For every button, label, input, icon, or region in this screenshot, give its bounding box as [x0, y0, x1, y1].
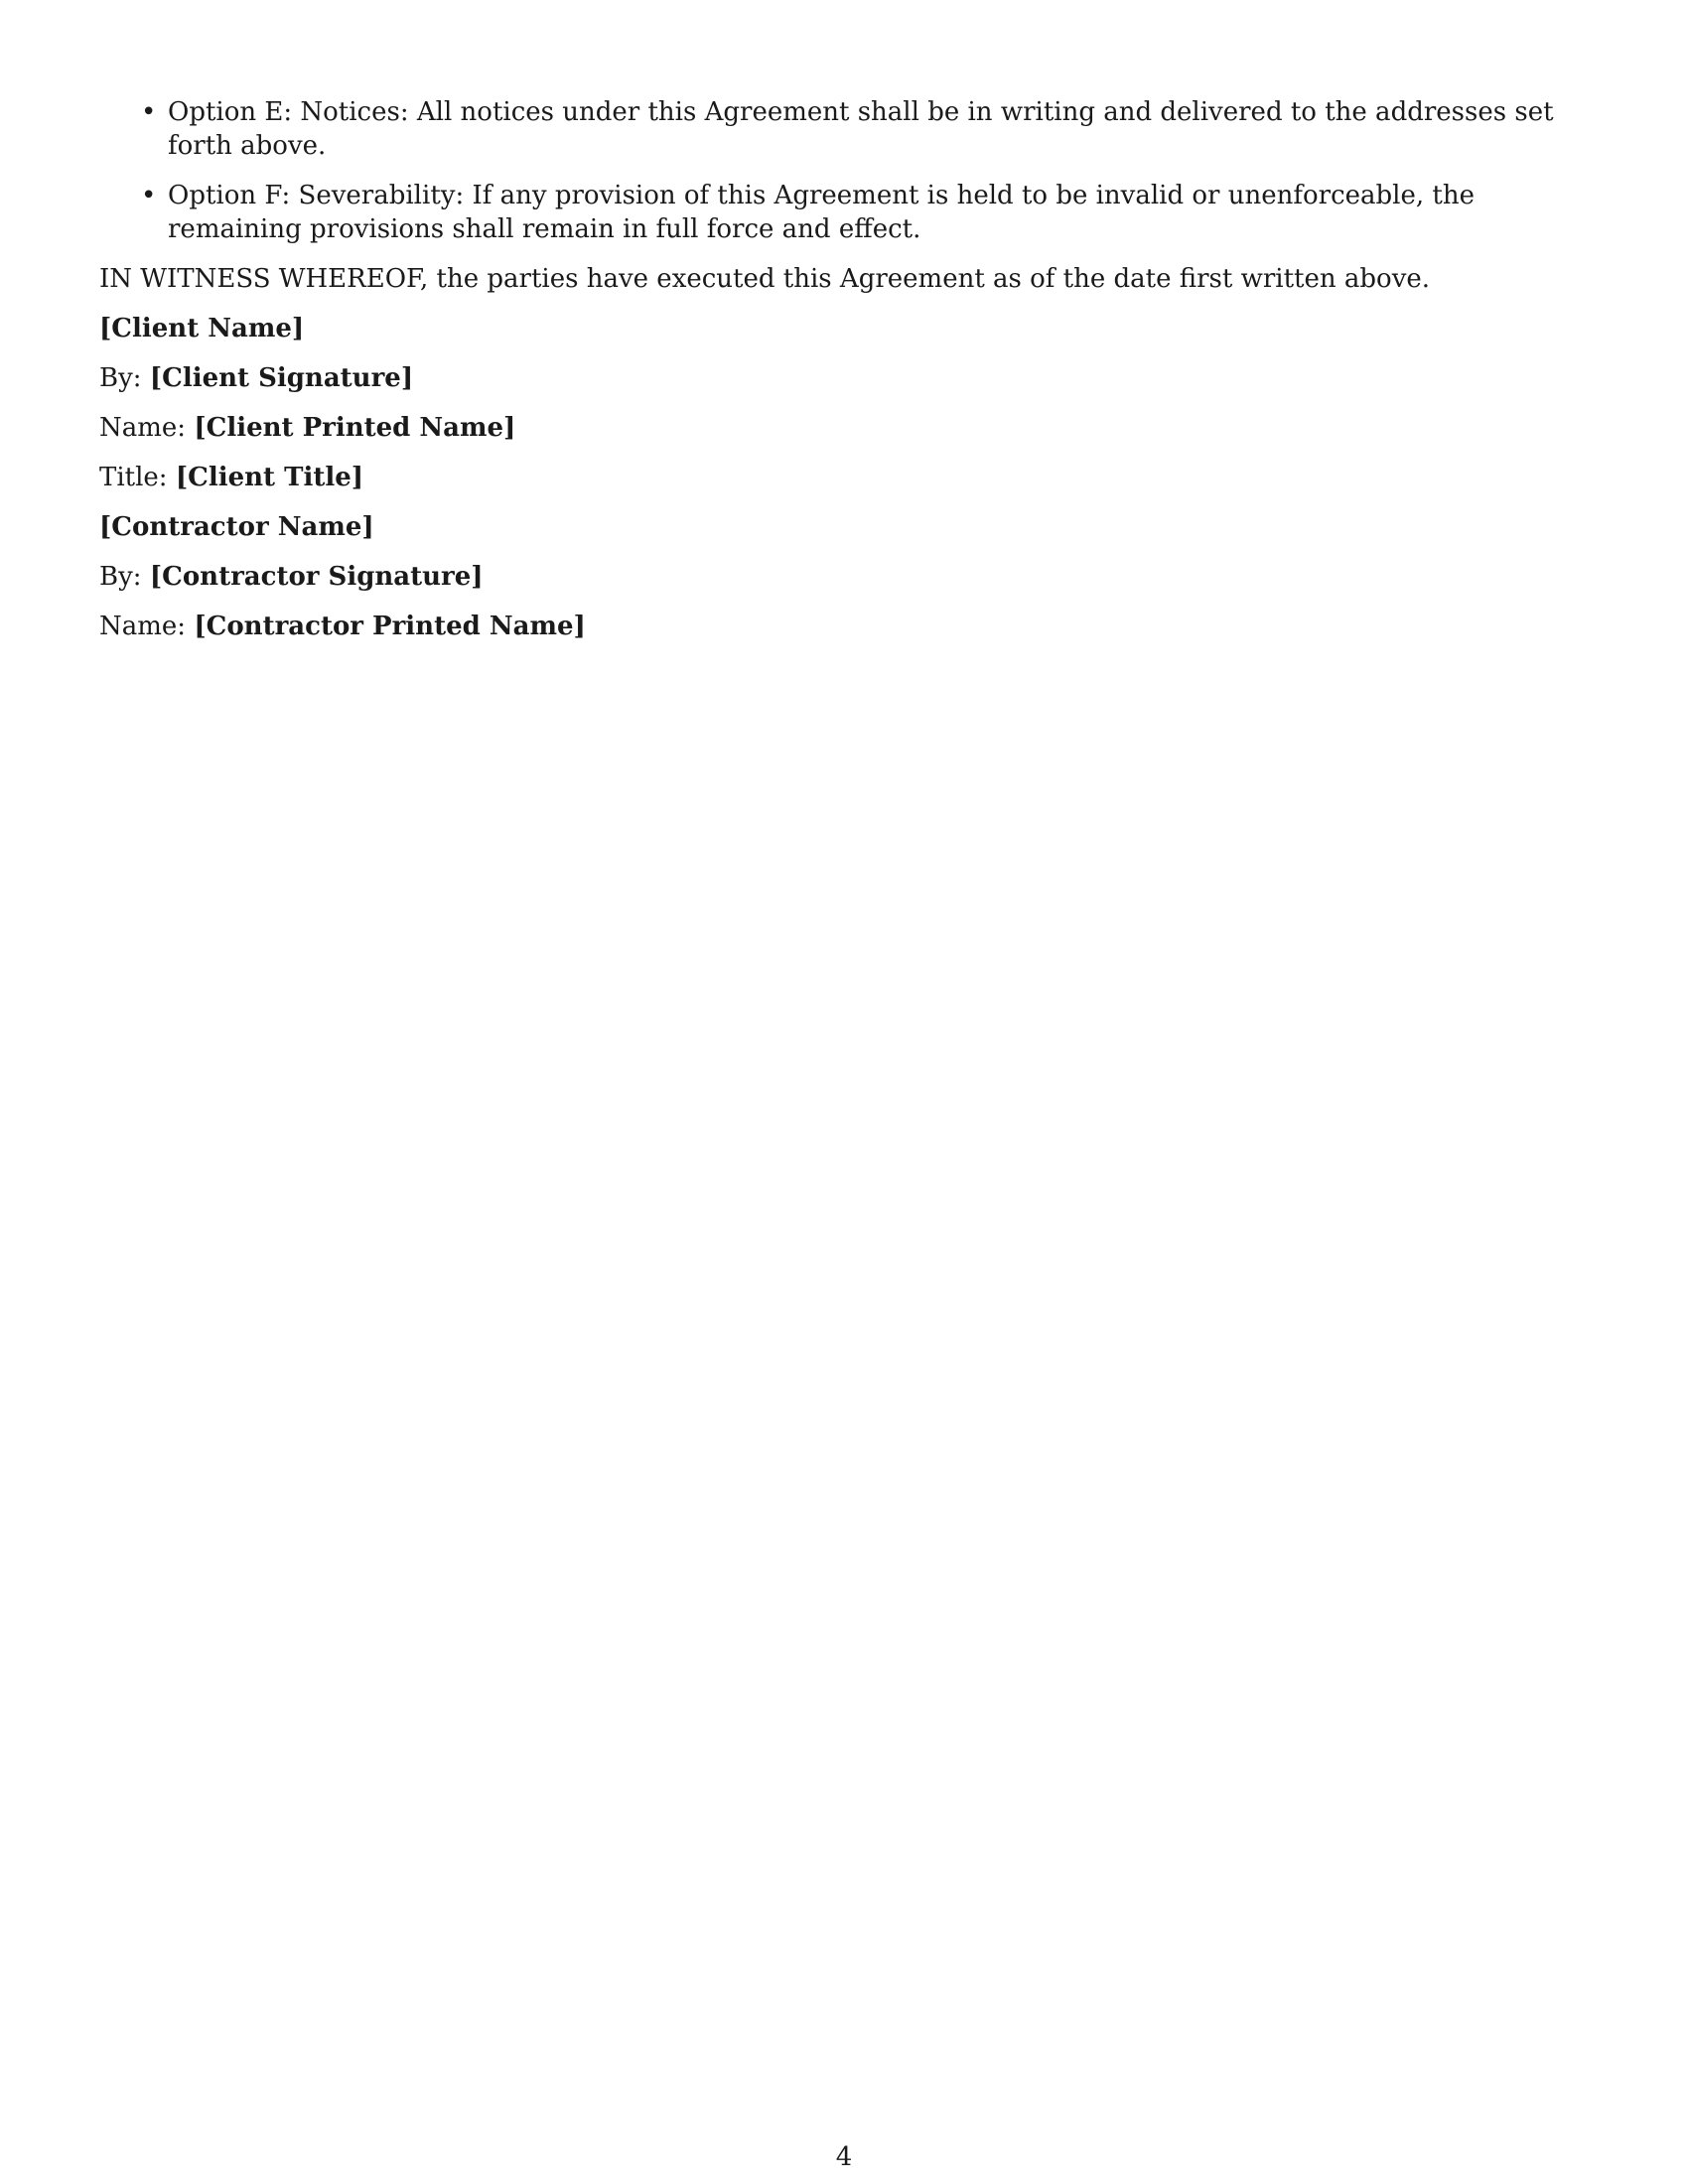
- witness-statement: IN WITNESS WHEREOF, the parties have executed this Agreement as of the date first written above.: [99, 264, 1431, 294]
- list-item-option-e: [99, 95, 1589, 163]
- list-item-option-f: [99, 179, 1589, 246]
- title-label: Title:: [99, 463, 168, 492]
- contractor-printed-name-line: [99, 610, 1589, 643]
- client-name: [Client Name]: [99, 314, 305, 343]
- document-body: [99, 95, 1589, 659]
- options-list: [99, 95, 1589, 246]
- option-text: If any provision of this Agreement is held to be invalid or unenforceable, the remaining provisions shall remain in full force and effect.: [168, 181, 1475, 244]
- by-label: By:: [99, 363, 142, 393]
- client-title: [Client Title]: [175, 463, 364, 492]
- name-label: Name:: [99, 413, 187, 443]
- option-label: Option F: Severability:: [168, 181, 465, 210]
- contractor-signature-block: [99, 510, 1589, 643]
- client-signature: [Client Signature]: [149, 363, 414, 393]
- bullet-icon: •: [141, 97, 157, 127]
- contractor-name: [Contractor Name]: [99, 512, 374, 542]
- contractor-signature: [Contractor Signature]: [149, 562, 484, 592]
- client-signature-block: [99, 312, 1589, 494]
- name-label: Name:: [99, 612, 187, 641]
- bullet-icon: •: [141, 181, 157, 210]
- client-printed-name: [Client Printed Name]: [194, 413, 516, 443]
- client-printed-name-line: [99, 411, 1589, 445]
- client-title-line: [99, 461, 1589, 494]
- page-number: 4: [835, 2142, 853, 2172]
- option-label: Option E: Notices:: [168, 97, 409, 127]
- option-text: All notices under this Agreement shall be in writing and delivered to the addresses set forth above.: [168, 97, 1554, 161]
- by-label: By:: [99, 562, 142, 592]
- contractor-printed-name: [Contractor Printed Name]: [194, 612, 586, 641]
- client-by-line: [99, 361, 1589, 395]
- contractor-by-line: [99, 560, 1589, 594]
